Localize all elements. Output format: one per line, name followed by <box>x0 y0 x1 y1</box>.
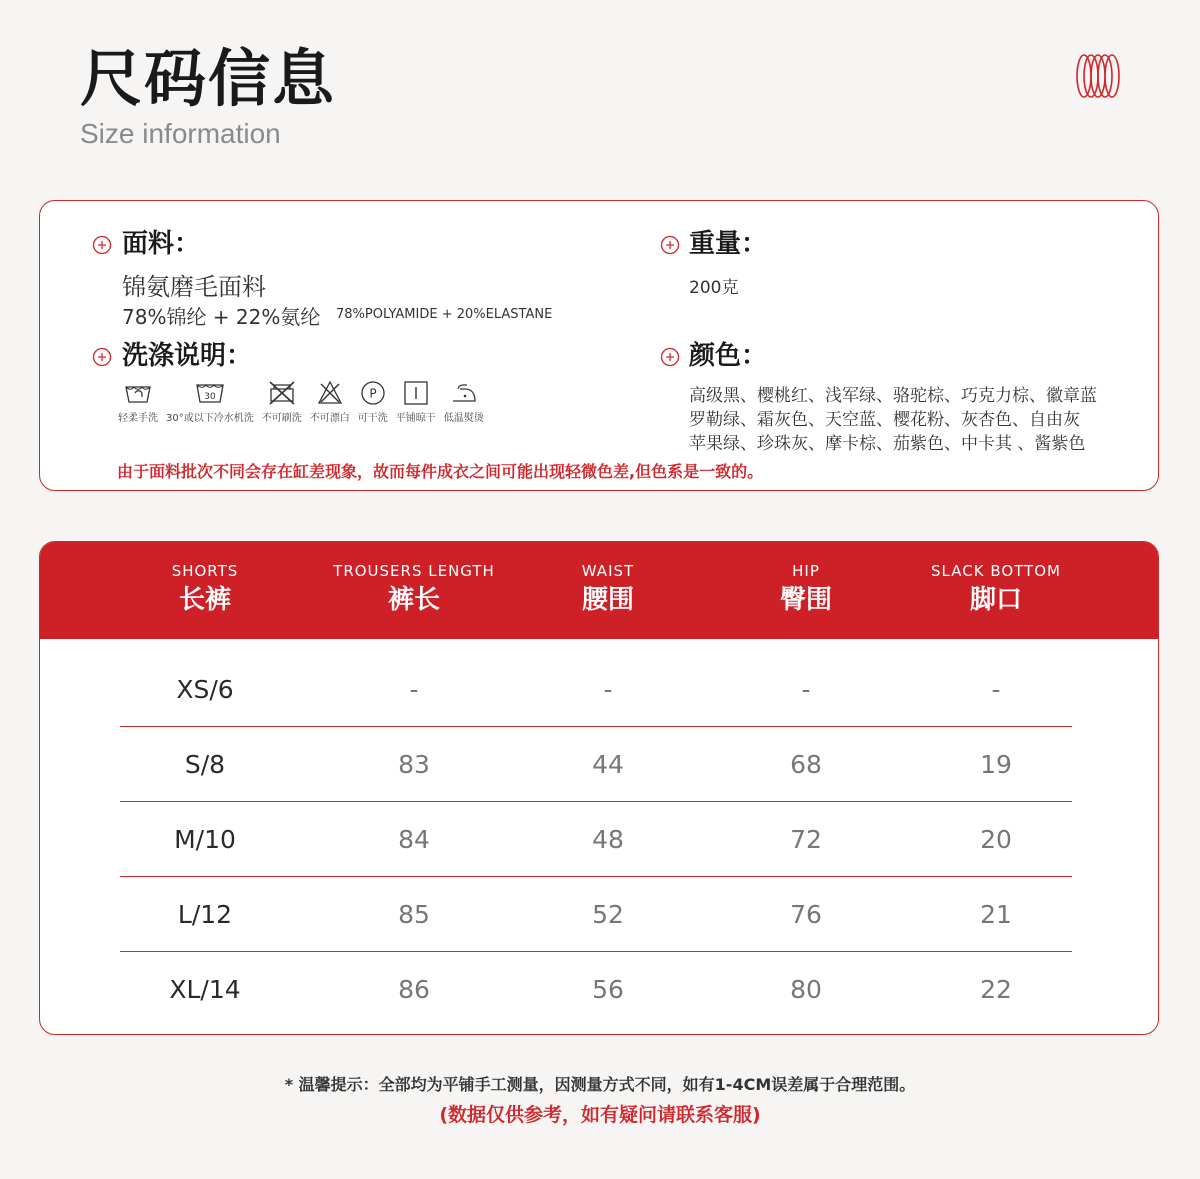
page-subtitle: Size information <box>80 118 281 149</box>
machine-wash-30-icon <box>195 379 225 407</box>
colors-line: 高级黑、樱桃红、浅军绿、骆驼棕、巧克力棕、徽章蓝 <box>689 386 1097 406</box>
table-row: S/8 83 44 68 19 <box>120 727 1072 802</box>
care-item: 平铺晾干 <box>396 379 436 424</box>
measurement-tip: * 温馨提示：全部均为平铺手工测量，因测量方式不同，如有1-4CM误差属于合理范围。 <box>284 1075 916 1094</box>
fabric-heading: 面料： <box>122 229 201 259</box>
care-item: 不可刷洗 <box>262 379 302 424</box>
brand-rings-icon <box>1072 50 1124 102</box>
care-item: 低温熨烫 <box>444 379 484 424</box>
plus-circle-icon <box>92 235 112 255</box>
care-heading: 洗涤说明： <box>122 341 253 371</box>
care-icons-row <box>118 379 492 424</box>
page-title: 尺码信息 <box>80 42 337 115</box>
plus-circle-icon <box>92 347 112 367</box>
fabric-composition-zh: 78%锦纶 + 22%氨纶 <box>122 305 321 329</box>
care-item: 轻柔手洗 <box>118 379 158 424</box>
plus-circle-icon <box>660 235 680 255</box>
product-info-card <box>39 200 1159 491</box>
colors-line: 罗勒绿、霜灰色、天空蓝、樱花粉、灰杏色、自由灰 <box>689 410 1080 430</box>
fabric-composition-en: 78%POLYAMIDE + 20%ELASTANE <box>336 307 553 322</box>
column-header-length: TROUSERS LENGTH 裤长 <box>333 562 495 615</box>
plus-circle-icon <box>660 347 680 367</box>
size-table <box>39 541 1159 1035</box>
reference-note: (数据仅供参考，如有疑问请联系客服) <box>439 1104 761 1126</box>
table-row: L/12 85 52 76 21 <box>120 877 1072 952</box>
dry-clean-p-icon <box>358 379 388 407</box>
weight-heading: 重量： <box>689 229 768 259</box>
table-header <box>40 542 1158 639</box>
low-iron-icon <box>449 379 479 407</box>
hand-wash-icon <box>123 379 153 407</box>
colors-line: 苹果绿、珍珠灰、摩卡棕、茄紫色、中卡其 、酱紫色 <box>689 434 1086 454</box>
care-item: 不可漂白 <box>310 379 350 424</box>
no-bleach-icon <box>315 379 345 407</box>
no-brush-icon <box>267 379 297 407</box>
fabric-name: 锦氨磨毛面料 <box>122 273 266 301</box>
column-header-waist: WAIST 腰围 <box>581 562 635 615</box>
flat-dry-icon <box>401 379 431 407</box>
weight-value: 200克 <box>689 278 739 298</box>
column-header-shorts: SHORTS 长裤 <box>171 562 239 615</box>
svg-text:P: P <box>369 386 377 401</box>
color-variance-notice: 由于面料批次不同会存在缸差现象，故而每件成衣之间可能出现轻微色差,但色系是一致的。 <box>117 462 764 481</box>
column-header-bottom: SLACK BOTTOM 脚口 <box>931 562 1061 615</box>
svg-text:30: 30 <box>204 392 216 402</box>
table-row: XL/14 86 56 80 22 <box>169 975 1012 1004</box>
table-row: XS/6 - - - - <box>120 652 1072 727</box>
care-item: P 可干洗 <box>358 379 388 424</box>
care-item: 30 30°或以下冷水机洗 <box>166 379 254 424</box>
table-row: M/10 84 48 72 20 <box>120 802 1072 877</box>
column-header-hip: HIP 臀围 <box>779 562 832 615</box>
colors-heading: 颜色： <box>689 341 768 371</box>
